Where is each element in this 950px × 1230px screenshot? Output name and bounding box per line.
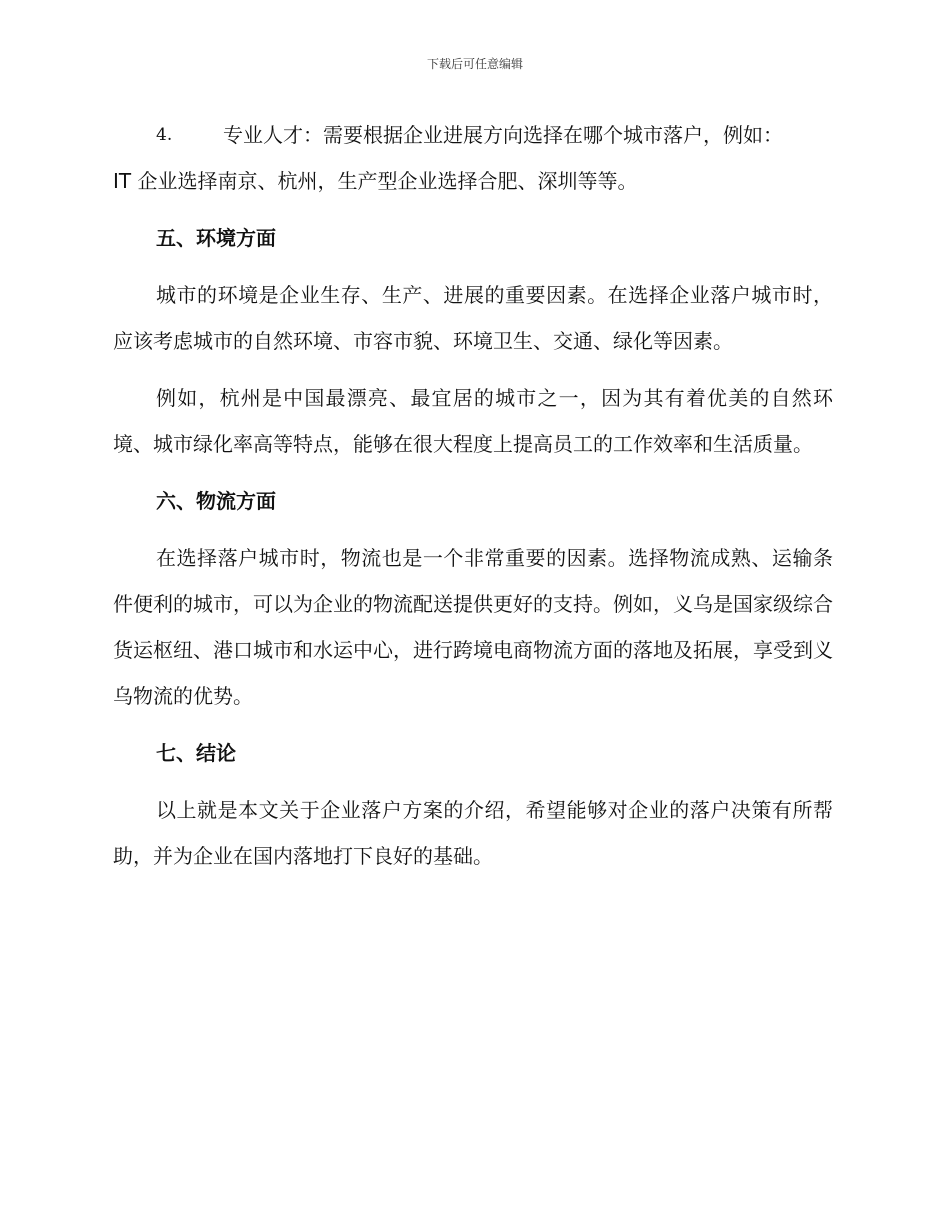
section-heading-logistics: 六、物流方面 xyxy=(156,489,276,513)
list-item-4 xyxy=(113,112,833,204)
list-item-line-2: IT 企业选择南京、杭州，生产型企业选择合肥、深圳等等。 xyxy=(113,169,638,193)
list-number: 4. xyxy=(156,125,173,145)
section-heading-conclusion: 七、结论 xyxy=(156,741,236,765)
page-header: 下载后可任意编辑 xyxy=(426,57,523,71)
list-item-line-1: 专业人才：需要根据企业进展方向选择在哪个城市落户，例如： xyxy=(223,123,783,147)
document-body xyxy=(113,112,833,879)
paragraph: 以上就是本文关于企业落户方案的介绍，希望能够对企业的落户决策有所帮助，并为企业在国内落地打下良好的基础。 xyxy=(113,798,833,868)
paragraph: 例如，杭州是中国最漂亮、最宜居的城市之一，因为其有着优美的自然环境、城市绿化率高等特点，能够在很大程度上提高员工的工作效率和生活质量。 xyxy=(113,386,833,456)
paragraph: 在选择落户城市时，物流也是一个非常重要的因素。选择物流成熟、运输条件便利的城市，可以为企业的物流配送提供更好的支持。例如，义乌是国家级综合货运枢纽、港口城市和水运中心，进行跨境电商物流方面的落地及拓展，享受到义乌物流的优势。 xyxy=(113,546,833,708)
section-heading-environment: 五、环境方面 xyxy=(156,226,276,250)
paragraph: 城市的环境是企业生存、生产、进展的重要因素。在选择企业落户城市时，应该考虑城市的自然环境、市容市貌、环境卫生、交通、绿化等因素。 xyxy=(113,283,833,353)
